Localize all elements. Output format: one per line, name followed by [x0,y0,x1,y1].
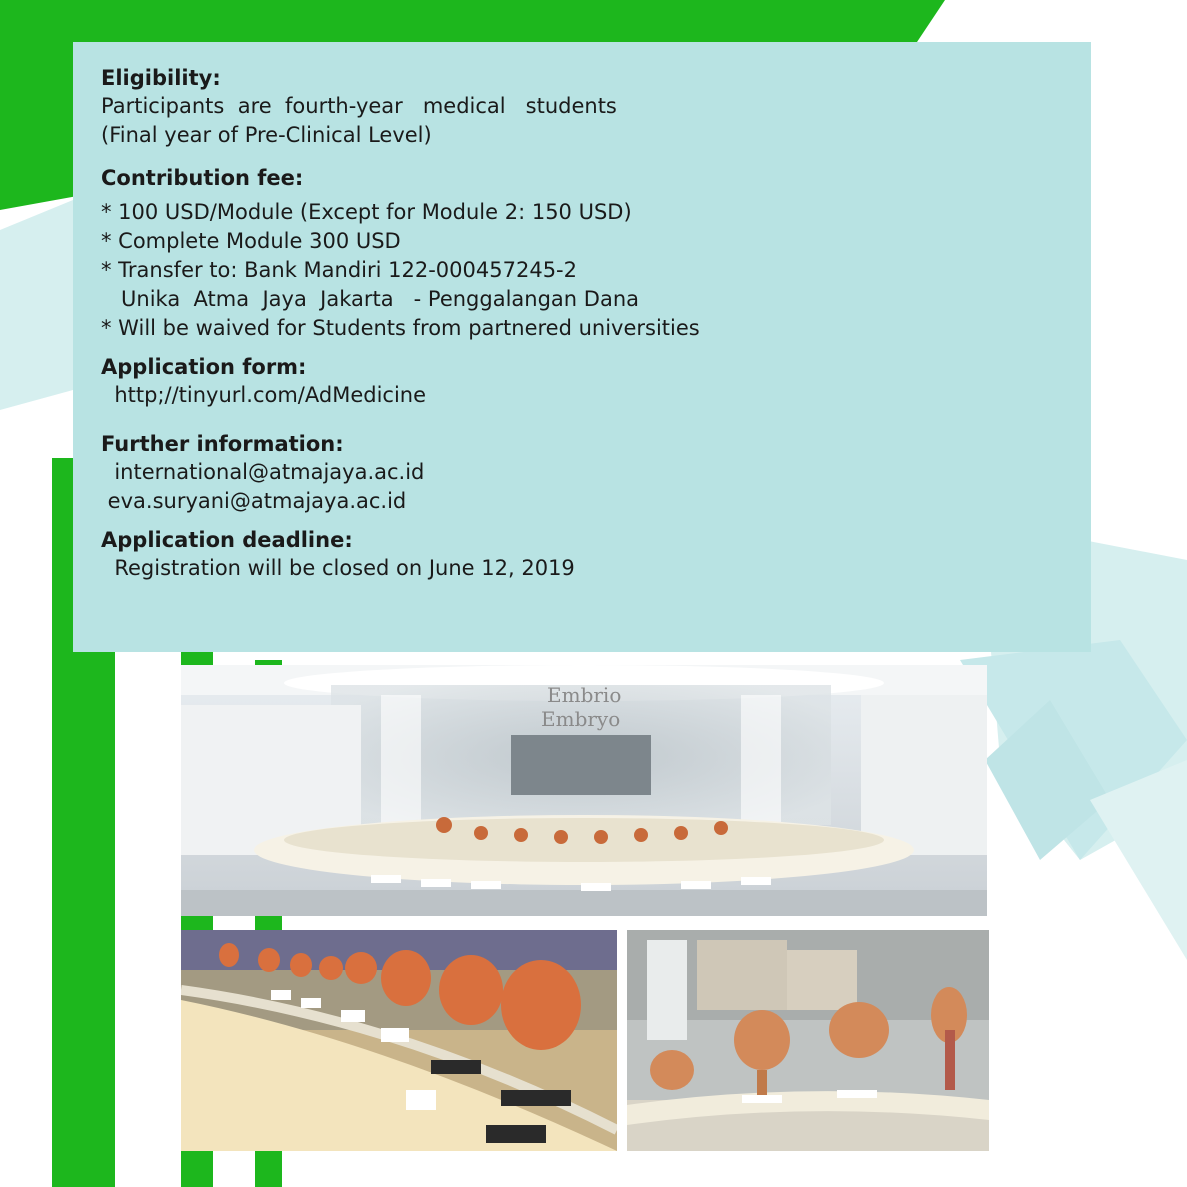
email-link[interactable]: international@atmajaya.ac.id [101,460,425,484]
fee-section [101,164,1063,343]
brain-models-photo [627,930,989,1151]
fee-heading: Contribution fee: [101,166,304,190]
fee-line: * Transfer to: Bank Mandiri 122-000457245-2 [101,258,577,282]
eligibility-section [101,64,1063,150]
deadline-section [101,526,1063,583]
deadline-line: Registration will be closed on June 12, 2019 [101,556,575,580]
eligibility-heading: Eligibility: [101,66,221,90]
photo-sign-line: Embrio [547,683,622,707]
info-card [73,42,1091,652]
email-link[interactable]: eva.suryani@atmajaya.ac.id [101,489,407,513]
photo-sign-line: Embryo [541,707,621,731]
application-form-link[interactable]: http;//tinyurl.com/AdMedicine [101,383,427,407]
fee-line: * Complete Module 300 USD [101,229,401,253]
further-info-heading: Further information: [101,432,344,456]
eligibility-line: (Final year of Pre-Clinical Level) [101,123,432,147]
fee-line: * 100 USD/Module (Except for Module 2: 150 USD) [101,200,632,224]
brain-models-image [627,930,989,1151]
fee-line: Unika Atma Jaya Jakarta - Penggalangan Dana [101,287,639,311]
deadline-heading: Application deadline: [101,528,353,552]
embryo-models-image [181,930,617,1151]
application-form-heading: Application form: [101,355,307,379]
eligibility-line: Participants are fourth-year medical students [101,94,617,118]
further-info-section [101,430,1063,516]
application-form-section [101,353,1063,410]
fee-line: * Will be waived for Students from partnered universities [101,316,700,340]
embryo-models-photo [181,930,617,1151]
museum-hall-photo [181,665,987,916]
